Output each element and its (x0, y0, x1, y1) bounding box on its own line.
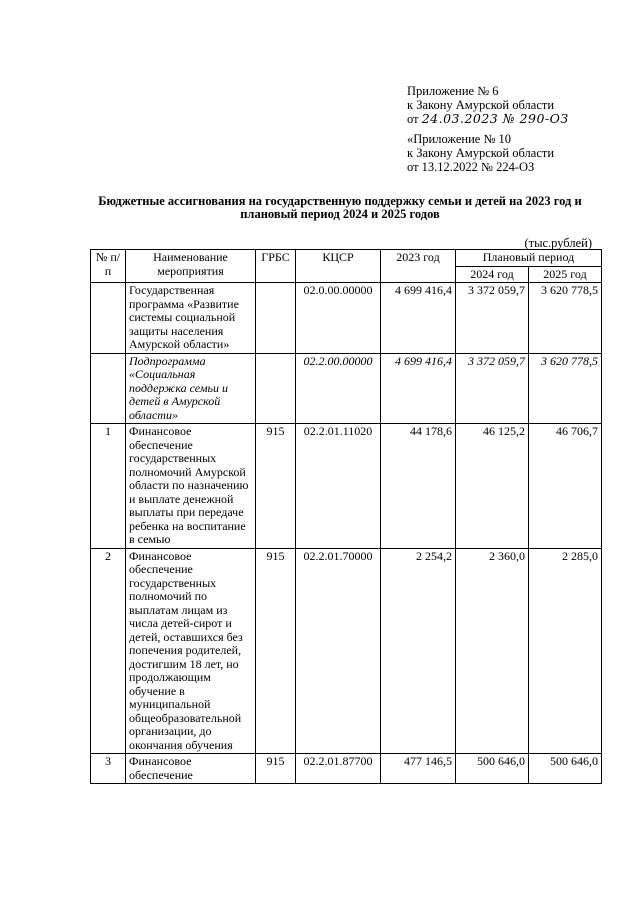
table-row (91, 283, 602, 354)
header-num: № п/п (91, 250, 126, 283)
cell-2023: 44 178,6 (381, 424, 456, 549)
cell-grbs: 915 (256, 424, 296, 549)
cell-2025: 3 620 778,5 (529, 353, 602, 424)
annex-line: от 13.12.2022 № 224-ОЗ (407, 160, 535, 174)
cell-2024: 46 125,2 (456, 424, 529, 549)
cell-2023: 4 699 416,4 (381, 353, 456, 424)
cell-2024: 3 372 059,7 (456, 353, 529, 424)
cell-num (91, 283, 126, 354)
cell-grbs: 915 (256, 754, 296, 784)
cell-grbs (256, 353, 296, 424)
cell-kcsr: 02.0.00.00000 (296, 283, 381, 354)
cell-2025: 3 620 778,5 (529, 283, 602, 354)
annex-date-prefix: от (407, 112, 419, 126)
header-2025: 2025 год (529, 266, 602, 283)
annex-line: к Закону Амурской области (407, 146, 555, 160)
title-line: Бюджетные ассигнования на государственную поддержку семьи и детей на 2023 год и (98, 194, 582, 208)
cell-num: 2 (91, 548, 126, 754)
header-2023: 2023 год (381, 250, 456, 283)
document-title (80, 195, 600, 221)
cell-2025: 46 706,7 (529, 424, 602, 549)
header-kcsr: КЦСР (296, 250, 381, 283)
cell-num: 3 (91, 754, 126, 784)
table-row (91, 548, 602, 754)
cell-num (91, 353, 126, 424)
cell-kcsr: 02.2.00.00000 (296, 353, 381, 424)
annex-block (407, 84, 569, 126)
cell-kcsr: 02.2.01.87700 (296, 754, 381, 784)
table-header-row (91, 250, 602, 267)
table-row (91, 754, 602, 784)
cell-name: Подпрограмма «Социальная поддержка семьи и детей в Амурской области» (126, 353, 256, 424)
cell-grbs: 915 (256, 548, 296, 754)
cell-2023: 2 254,2 (381, 548, 456, 754)
cell-2025: 500 646,0 (529, 754, 602, 784)
budget-table (90, 249, 602, 784)
cell-name: Финансовое обеспечение государственных полномочий по выплатам лицам из числа детей-сирот и детей, оставшихся без попечения родителей, достигшим 18 лет, но продолжающим обучение в муниципальной общеобразовательной организации, до окончания обучения (126, 548, 256, 754)
cell-kcsr: 02.2.01.70000 (296, 548, 381, 754)
cell-2024: 500 646,0 (456, 754, 529, 784)
table-row (91, 424, 602, 549)
cell-kcsr: 02.2.01.11020 (296, 424, 381, 549)
table-row (91, 353, 602, 424)
cell-2023: 477 146,5 (381, 754, 456, 784)
cell-grbs (256, 283, 296, 354)
title-line: плановый период 2024 и 2025 годов (240, 207, 440, 221)
header-planned-period: Плановый период (456, 250, 602, 267)
header-name: Наименование мероприятия (126, 250, 256, 283)
annex-line: «Приложение № 10 (407, 132, 512, 146)
cell-num: 1 (91, 424, 126, 549)
quoted-annex-block (407, 132, 554, 174)
cell-2024: 3 372 059,7 (456, 283, 529, 354)
cell-2024: 2 360,0 (456, 548, 529, 754)
cell-name: Финансовое обеспечение (126, 754, 256, 784)
handwritten-date-number: 24.03.2023 № 290-ОЗ (421, 111, 569, 126)
units-label: (тыс.рублей) (524, 236, 592, 250)
header-2024: 2024 год (456, 266, 529, 283)
annex-line: к Закону Амурской области (407, 98, 555, 112)
annex-date-line (407, 112, 569, 126)
cell-name: Государственная программа «Развитие системы социальной защиты населения Амурской области» (126, 283, 256, 354)
annex-line: Приложение № 6 (407, 84, 499, 98)
cell-2025: 2 285,0 (529, 548, 602, 754)
header-grbs: ГРБС (256, 250, 296, 283)
cell-name: Финансовое обеспечение государственных полномочий Амурской области по назначению и выплате денежной выплаты при передаче ребенка на воспитание в семью (126, 424, 256, 549)
cell-2023: 4 699 416,4 (381, 283, 456, 354)
